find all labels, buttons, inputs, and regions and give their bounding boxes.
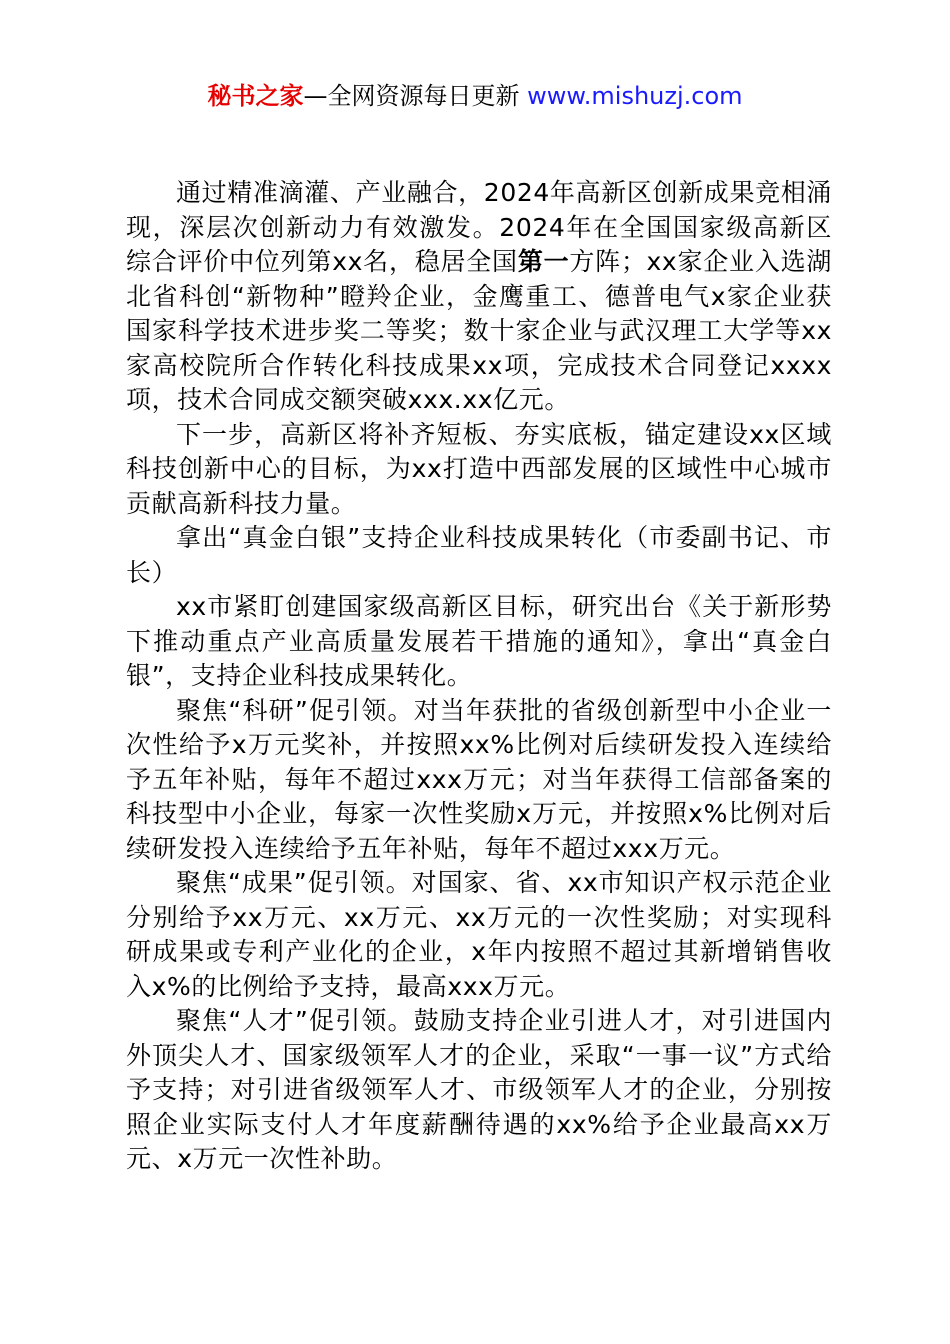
paragraph-next-step: 下一步，高新区将补齐短板、夯实底板，锚定建设xx区域科技创新中心的目标，为xx打造中西部发展的区域性中心城市贡献高新科技力量。 xyxy=(126,419,832,518)
paragraph-results: 聚焦“成果”促引领。对国家、省、xx市知识产权示范企业分别给予xx万元、xx万元、xx万元的一次性奖励；对实现科研成果或专利产业化的企业，x年内按照不超过其新增销售收入x%的比例给予支持，最高xxx万元。 xyxy=(126,868,832,1001)
brand-name: 秘书之家 xyxy=(207,82,304,110)
paragraph-policy: xx市紧盯创建国家级高新区目标，研究出台《关于新形势下推动重点产业高质量发展若干措施的通知》，拿出“真金白银”，支持企业科技成果转化。 xyxy=(126,592,832,690)
bold-emphasis: 第一 xyxy=(517,247,570,276)
paragraph-research: 聚焦“科研”促引领。对当年获批的省级创新型中小企业一次性给予x万元奖补，并按照xx%比例对后续研发投入连续给予五年补贴，每年不超过xxx万元；对当年获得工信部备案的科技型中小企业，每家一次性奖励x万元，并按照x%比例对后续研发投入连续给予五年补贴，每年不超过xxx万元。 xyxy=(126,695,832,863)
paragraph-text: 方阵；xx家企业入选湖北省科创“新物种”瞪羚企业，金鹰重工、德普电气x家企业获国家科学技术进步奖二等奖；数十家企业与武汉理工大学等xx家高校院所合作转化科技成果xx项，完成技术合同登记xxxx项，技术合同成交额突破xxx.xx亿元。 xyxy=(126,247,832,414)
page-header xyxy=(0,78,950,114)
section-heading: 拿出“真金白银”支持企业科技成果转化（市委副书记、市长） xyxy=(126,523,832,587)
header-tagline: —全网资源每日更新 xyxy=(303,82,528,110)
paragraph-text: 通过精准滴灌、产业融合，2024年高新区创新成果竞相涌现，深层次创新动力有效激发。2024年在全国国家级高新区综合评价中位列第xx名，稳居全国 xyxy=(126,178,832,276)
paragraph-achievements xyxy=(126,176,832,418)
paragraph-talent: 聚焦“人才”促引领。鼓励支持企业引进人才，对引进国内外顶尖人才、国家级领军人才的企业，采取“一事一议”方式给予支持；对引进省级领军人才、市级领军人才的企业，分别按照企业实际支付人才年度薪酬待遇的xx%给予企业最高xx万元、x万元一次性补助。 xyxy=(126,1006,832,1173)
site-url-link[interactable]: www.mishuzj.com xyxy=(527,82,743,110)
document-body xyxy=(126,176,832,1177)
